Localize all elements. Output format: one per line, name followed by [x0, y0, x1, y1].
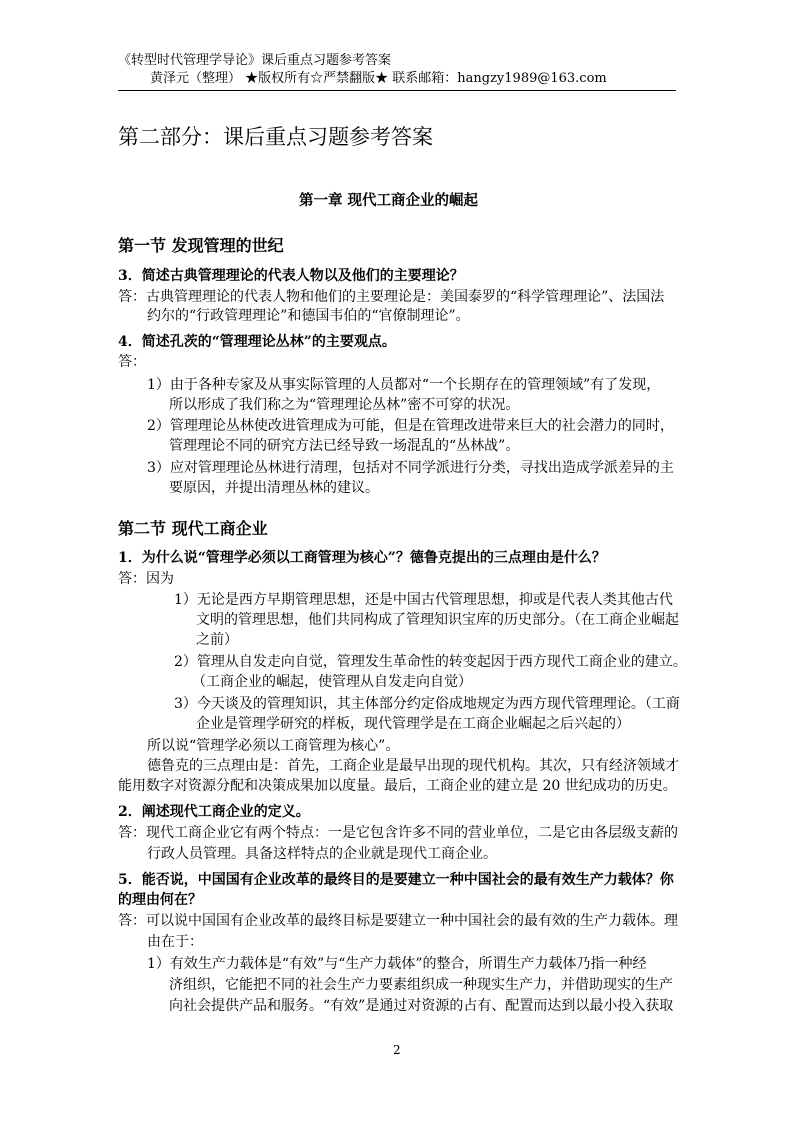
chapter-title: 第一章 现代工商企业的崛起	[299, 192, 479, 209]
answer-text: 由在于：	[147, 934, 203, 950]
answer-list-item: 文明的管理思想，他们共同构成了管理知识宝库的历史部分。（在工商企业崛起	[196, 612, 679, 628]
answer-text: 行政人员管理。具备这样特点的企业就是现代工商企业。	[147, 846, 497, 862]
answer-list-item: 要原因，并提出清理丛林的建议。	[169, 480, 379, 496]
question-heading: 1．为什么说“管理学必须以工商管理为核心”？德鲁克提出的三点理由是什么？	[118, 550, 606, 566]
answer-label: 答：	[118, 354, 146, 370]
question-heading: 2．阐述现代工商企业的定义。	[118, 804, 310, 820]
answer-text: 答：古典管理理论的代表人物和他们的主要理论是：美国泰罗的“科学管理理论”、法国法	[118, 289, 665, 305]
answer-list-item: 3）今天谈及的管理知识，其主体部分约定俗成地规定为西方现代管理理论。（工商	[174, 696, 680, 712]
answer-list-item: 济组织，它能把不同的社会生产力要素组织成一种现实生产力，并借助现实的生产	[169, 977, 673, 993]
answer-list-item: 所以形成了我们称之为“管理理论丛林”密不可穿的状况。	[169, 397, 520, 413]
answer-list-item: 3）应对管理理论丛林进行清理，包括对不同学派进行分类，寻找出造成学派差异的主	[147, 460, 674, 476]
question-heading: 4．简述孔茨的“管理理论丛林”的主要观点。	[118, 334, 396, 350]
header-divider	[118, 90, 676, 91]
answer-list-item: 1）由于各种专家及从事实际管理的人员都对“一个长期存在的管理领域”有了发现，	[147, 377, 661, 393]
question-heading: 的理由何在？	[118, 892, 202, 908]
section-title: 第一节 发现管理的世纪	[118, 236, 284, 255]
answer-list-item: 向社会提供产品和服务。“有效”是通过对资源的占有、配置而达到以最小投入获取	[169, 998, 674, 1014]
answer-list-item: （工商企业的崛起，使管理从自发走向自觉）	[192, 674, 472, 690]
answer-list-item: 2）管理从自发走向自觉，管理发生革命性的转变起因于西方现代工商企业的建立。	[174, 654, 687, 670]
answer-text: 答：可以说中国国有企业改革的最终目标是要建立一种中国社会的最有效的生产力载体。理	[118, 913, 678, 929]
answer-text: 约尔的“行政管理理论”和德国韦伯的“官僚制理论”。	[147, 308, 470, 324]
page-number: 2	[393, 1043, 401, 1057]
section-title: 第二节 现代工商企业	[118, 519, 268, 538]
answer-text: 答：现代工商企业它有两个特点：一是它包含许多不同的营业单位，二是它由各层级支薪的	[118, 825, 678, 841]
part-title: 第二部分：课后重点习题参考答案	[118, 125, 433, 149]
answer-list-item: 之前）	[196, 632, 238, 648]
answer-text: 能用数字对资源分配和决策成果加以度量。最后，工商企业的建立是 20 世纪成功的历史。	[118, 778, 677, 794]
question-heading: 3．简述古典管理理论的代表人物以及他们的主要理论？	[118, 268, 464, 284]
answer-text: 德鲁克的三点理由是：首先，工商企业是最早出现的现代机构。其次，只有经济领域才	[147, 758, 679, 774]
answer-list-item: 管理理论不同的研究方法已经导致一场混乱的“丛林战”。	[169, 438, 520, 454]
answer-list-item: 2）管理理论丛林使改进管理成为可能，但是在管理改进带来巨大的社会潜力的同时，	[147, 418, 674, 434]
answer-text: 所以说“管理学必须以工商管理为核心”。	[147, 738, 400, 754]
answer-list-item: 企业是管理学研究的样板，现代管理学是在工商企业崛起之后兴起的）	[196, 716, 630, 732]
header-author-contact: 黄泽元（整理） ★版权所有☆严禁翻版★ 联系邮箱：hangzy1989@163.com	[150, 71, 607, 86]
answer-list-item: 1）有效生产力载体是“有效”与“生产力载体”的整合，所谓生产力载体乃指一种经	[147, 956, 647, 972]
header-title: 《转型时代管理学导论》课后重点习题参考答案	[118, 53, 392, 68]
answer-list-item: 1）无论是西方早期管理思想，还是中国古代管理思想，抑或是代表人类其他古代	[174, 592, 673, 608]
question-heading: 5．能否说，中国国有企业改革的最终目的是要建立一种中国社会的最有效生产力载体？你	[118, 872, 674, 888]
answer-label: 答：因为	[118, 571, 174, 587]
